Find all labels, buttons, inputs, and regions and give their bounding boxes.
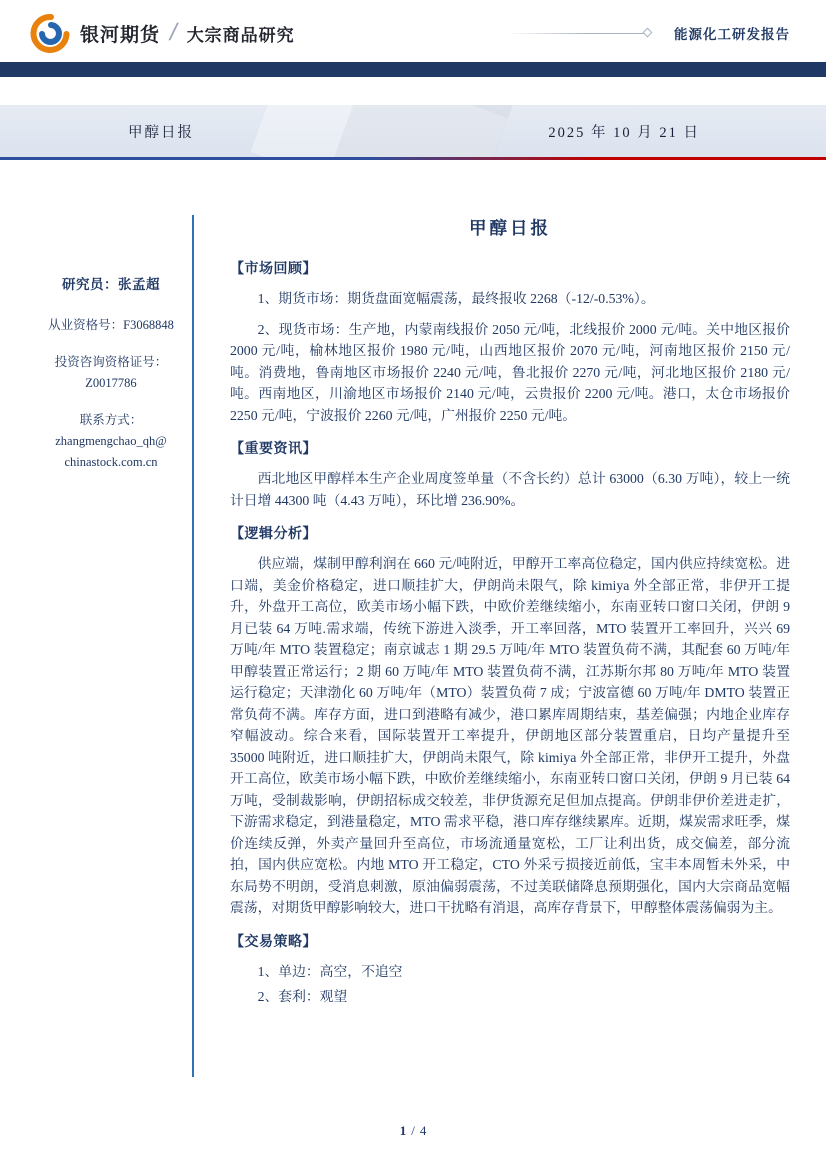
diamond-icon bbox=[643, 27, 653, 37]
brand-slash: / bbox=[167, 19, 180, 46]
report-type-label: 能源化工研发报告 bbox=[674, 27, 790, 42]
report-body bbox=[194, 215, 790, 1107]
banner-gap bbox=[0, 77, 826, 105]
researcher-name: 研究员：张孟超 bbox=[62, 277, 160, 292]
decorative-line bbox=[506, 33, 646, 34]
section-heading-logic-analysis: 【逻辑分析】 bbox=[230, 527, 317, 542]
paragraph: 2、现货市场：生产地，内蒙南线报价 2050 元/吨，北线报价 2000 元/吨。关中地区报价 2000 元/吨，榆林地区报价 1980 元/吨，山西地区报价 2070 元/吨，河南地区报价 2150 元/吨。消费地，鲁南地区市场报价 2240 元/吨，鲁北报价 2270 元/吨，河北地区报价 2180 元/吨。西南地区，川渝地区市场报价 2140 元/吨，云贵报价 2200 元/吨。港口，太仓市场报价 2250 元/吨，宁波报价 2260 元/吨，广州报价 2250 元/吨。 bbox=[230, 321, 790, 423]
researcher-sidebar bbox=[36, 215, 186, 1107]
section-heading-trading-strategy: 【交易策略】 bbox=[230, 934, 317, 950]
page-number: 1 bbox=[399, 1123, 407, 1138]
title-banner bbox=[0, 105, 826, 160]
banner-date: 2025 年 10 月 21 日 bbox=[548, 124, 700, 141]
section-heading-important-news: 【重要资讯】 bbox=[230, 442, 317, 457]
header-right bbox=[506, 23, 790, 43]
advisory-number-group bbox=[36, 352, 186, 394]
brand-name: 银河期货 bbox=[80, 24, 161, 46]
contact-label: 联系方式： bbox=[79, 413, 143, 427]
advisory-label: 投资咨询资格证号： bbox=[54, 355, 168, 369]
department-name: 大宗商品研究 bbox=[186, 25, 295, 45]
paragraph: 1、单边：高空，不追空 bbox=[257, 963, 403, 979]
paragraph: 供应端，煤制甲醇利润在 660 元/吨附近，甲醇开工率高位稳定，国内供应持续宽松。进口端，美金价格稳定，进口顺挂扩大，伊朗尚未限气，除 kimiya 外全部正常，非伊开工提升，外盘开工高位，欧美市场小幅下跌，中欧价差继续缩小，东南亚转口窗口关闭，伊朗 9 月已装 64 万吨.需求端，传统下游进入淡季，开工率回落，MTO 装置开工率回升，兴兴 69 万吨/年 MTO 装置稳定；南京诚志 1 期 29.5 万吨/年 MTO 装置负荷不满，其配套 60 万吨/年甲醇装置正常运行；2 期 60 万吨/年 MTO 装置负荷不满，江苏斯尔邦 80 万吨/年 MTO 装置运行稳定；天津渤化 60 万吨/年（MTO）装置负荷 7 成；宁波富德 60 万吨/年 DMTO 装置正常负荷不满。库存方面，进口到港略有减少，港口累库周期结束，基差偏强；内地企业库存窄幅波动。综合来看，国际装置开工率提升，伊朗地区部分装置重启，日均产量提升至 35000 吨附近，进口顺挂扩大，伊朗尚未限气，除 kimiya 外全部正常，非伊开工提升，外盘开工高位，欧美市场小幅下跌，中欧价差继续缩小，东南亚转口窗口关闭，伊朗 9 月已装 64 万吨，受制裁影响，伊朗招标成交较差，非伊货源充足但加点提高。伊朗非伊价差进走扩，下游需求稳定，到港量稳定，MTO 需求平稳，港口库存继续累库。近期，煤炭需求旺季，煤价连续反弹，外卖产量回升至高位，市场流通量宽松，工厂让利出货，成交偏差，部分流拍，国内供应宽松。内地 MTO 开工稳定，CTO 外采亏损接近前低，宝丰本周暂未外采，中东局势不明朗，受消息刺激，原油偏弱震荡，不过美联储降息预期强化，国内大宗商品宽幅震荡，对期货甲醇影响较大，进口干扰略有消退，高库存背景下，甲醇整体震荡偏弱为主。 bbox=[230, 556, 790, 915]
page-separator: / bbox=[411, 1123, 415, 1138]
banner-gradient-line bbox=[0, 157, 826, 160]
contact-group bbox=[36, 410, 186, 473]
contact-email-line2: chinastock.com.cn bbox=[64, 455, 158, 469]
navy-divider-bar bbox=[0, 62, 826, 77]
paragraph: 2、套利：观望 bbox=[257, 989, 348, 1004]
contact-email-line1: zhangmengchao_qh@ bbox=[55, 434, 167, 448]
section-heading-market-review: 【市场回顾】 bbox=[230, 262, 317, 277]
document-title: 甲醇日报 bbox=[469, 218, 551, 238]
galaxy-logo-icon bbox=[30, 13, 70, 53]
header bbox=[0, 0, 826, 62]
paragraph: 1、期货市场：期货盘面宽幅震荡，最终报收 2268（-12/-0.53%）。 bbox=[257, 291, 655, 306]
content-area bbox=[0, 160, 826, 1107]
paragraph: 西北地区甲醇样本生产企业周度签单量（不含长约）总计 63000（6.30 万吨），较上一统计日增 44300 吨（4.43 万吨），环比增 236.90%。 bbox=[230, 471, 790, 508]
banner-report-title: 甲醇日报 bbox=[128, 124, 194, 141]
page-total: 4 bbox=[419, 1123, 427, 1138]
qualification-number: 从业资格号：F3068848 bbox=[48, 318, 174, 332]
page-footer bbox=[0, 1107, 826, 1169]
advisory-number: Z0017786 bbox=[85, 376, 137, 390]
